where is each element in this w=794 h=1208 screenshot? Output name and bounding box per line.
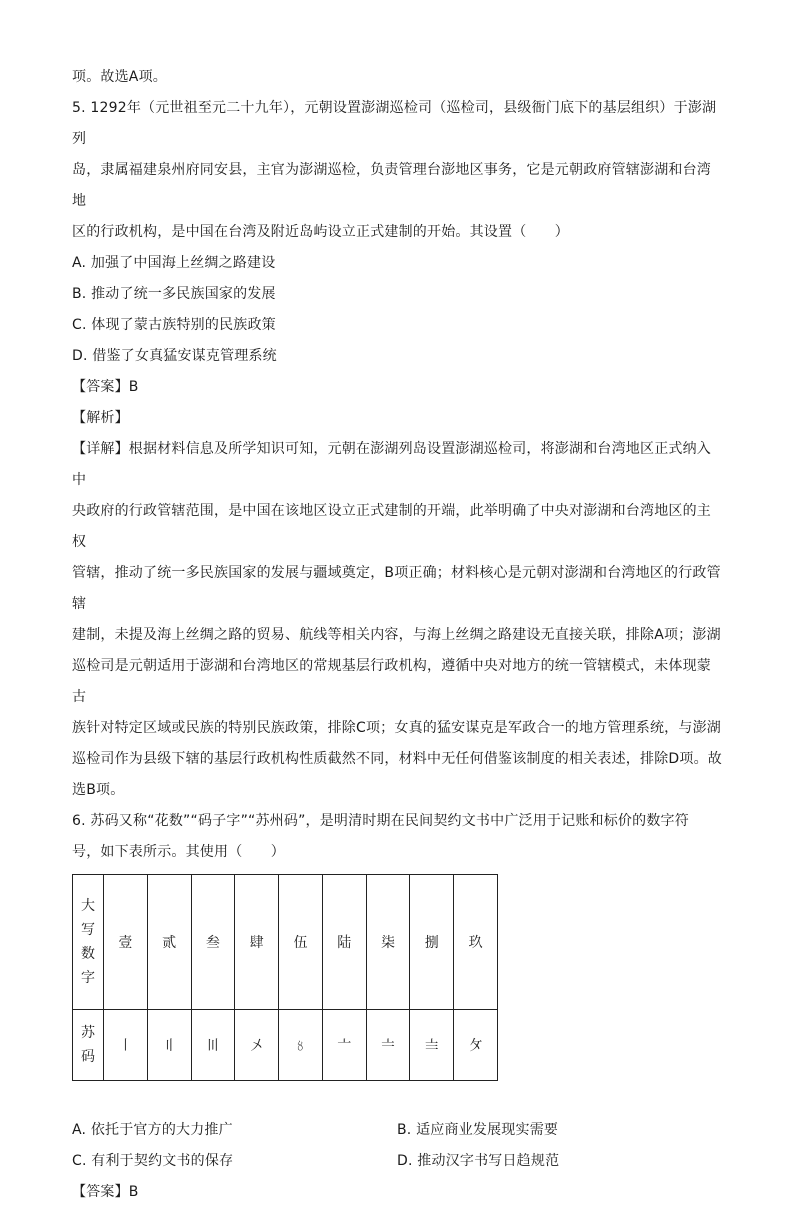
table-cell: 〧 — [366, 1010, 410, 1081]
explanation-line: 央政府的行政管辖范围，是中国在该地区设立正式建制的开端，此举明确了中央对澎湖和台湾地区的主权 — [72, 503, 711, 550]
table-cell: 〦 — [322, 1010, 366, 1081]
table-cell: 〢 — [147, 1010, 191, 1081]
explanation-line: 巡检司是元朝适用于澎湖和台湾地区的常规基层行政机构，遵循中央对地方的统一管辖模式，未体现蒙古 — [72, 658, 711, 705]
option-a: A. 依托于官方的大力推广 — [72, 1122, 233, 1138]
table-cell: 〥 — [279, 1010, 323, 1081]
question-5-stem: 区的行政机构，是中国在台湾及附近岛屿设立正式建制的开始。其设置（ ） — [72, 224, 569, 240]
table-cell: 肆 — [235, 875, 279, 1010]
question-6-stem: 号，如下表所示。其使用（ ） — [72, 844, 285, 860]
explanation-line: 巡检司作为县级下辖的基层行政机构性质截然不同，材料中无任何借鉴该制度的相关表述，排除D项。故 — [72, 751, 722, 767]
option-d: D. 推动汉字书写日趋规范 — [397, 1153, 560, 1169]
explanation-line: 建制，未提及海上丝绸之路的贸易、航线等相关内容，与海上丝绸之路建设无直接关联，排除A项；澎湖 — [72, 627, 721, 643]
explanation-line: 选B项。 — [72, 782, 125, 798]
row-header-suma: 苏 码 — [73, 1010, 104, 1081]
option-c: C. 体现了蒙古族特别的民族政策 — [72, 317, 276, 333]
answer-label: 【答案】B — [72, 379, 139, 395]
option-a: A. 加强了中国海上丝绸之路建设 — [72, 255, 276, 271]
explanation-line: 管辖，推动了统一多民族国家的发展与疆域奠定，B项正确；材料核心是元朝对澎湖和台湾地区的行政管辖 — [72, 565, 721, 612]
explanation-line: 族针对特定区域或民族的特别民族政策，排除C项；女真的猛安谋克是军政合一的地方管理系统，与澎湖 — [72, 720, 721, 736]
option-b: B. 推动了统一多民族国家的发展 — [72, 286, 276, 302]
table-row-daxie — [73, 875, 498, 1010]
analysis-label: 【解析】 — [72, 410, 129, 426]
row-header-daxie: 大 写 数 字 — [73, 875, 104, 1010]
options-row — [72, 1115, 722, 1146]
table-cell: 玖 — [454, 875, 498, 1010]
table-cell: 〤 — [235, 1010, 279, 1081]
answer-label: 【答案】B — [72, 1184, 139, 1200]
option-c: C. 有利于契约文书的保存 — [72, 1153, 234, 1169]
question-5-stem: 岛，隶属福建泉州府同安县，主官为澎湖巡检，负责管理台澎地区事务，它是元朝政府管辖澎湖和台湾地 — [72, 162, 711, 209]
table-cell: 壹 — [104, 875, 148, 1010]
table-cell: 贰 — [147, 875, 191, 1010]
table-row-suma — [73, 1010, 498, 1081]
options-row — [72, 1146, 722, 1177]
explanation-line: 【详解】根据材料信息及所学知识可知，元朝在澎湖列岛设置澎湖巡检司，将澎湖和台湾地区正式纳入中 — [72, 441, 711, 488]
table-cell: 捌 — [410, 875, 454, 1010]
table-cell: 〨 — [410, 1010, 454, 1081]
suma-table — [72, 874, 498, 1081]
document-page — [72, 62, 722, 1208]
suma-table-wrap — [72, 874, 722, 1081]
question-5-stem: 5. 1292年（元世祖至元二十九年），元朝设置澎湖巡检司（巡检司，县级衙门底下的基层组织）于澎湖列 — [72, 100, 717, 147]
table-cell: 〩 — [454, 1010, 498, 1081]
table-cell: 叁 — [191, 875, 235, 1010]
question-6-stem: 6. 苏码又称“花数”“码子字”“苏州码”，是明清时期在民间契约文书中广泛用于记账和标价的数字符 — [72, 813, 689, 829]
option-d: D. 借鉴了女真猛安谋克管理系统 — [72, 348, 277, 364]
table-cell: 伍 — [279, 875, 323, 1010]
table-cell: 陆 — [322, 875, 366, 1010]
table-cell: 柒 — [366, 875, 410, 1010]
text-line: 项。故选A项。 — [72, 69, 167, 85]
option-b: B. 适应商业发展现实需要 — [397, 1122, 559, 1138]
table-cell: 〡 — [104, 1010, 148, 1081]
table-cell: 〣 — [191, 1010, 235, 1081]
